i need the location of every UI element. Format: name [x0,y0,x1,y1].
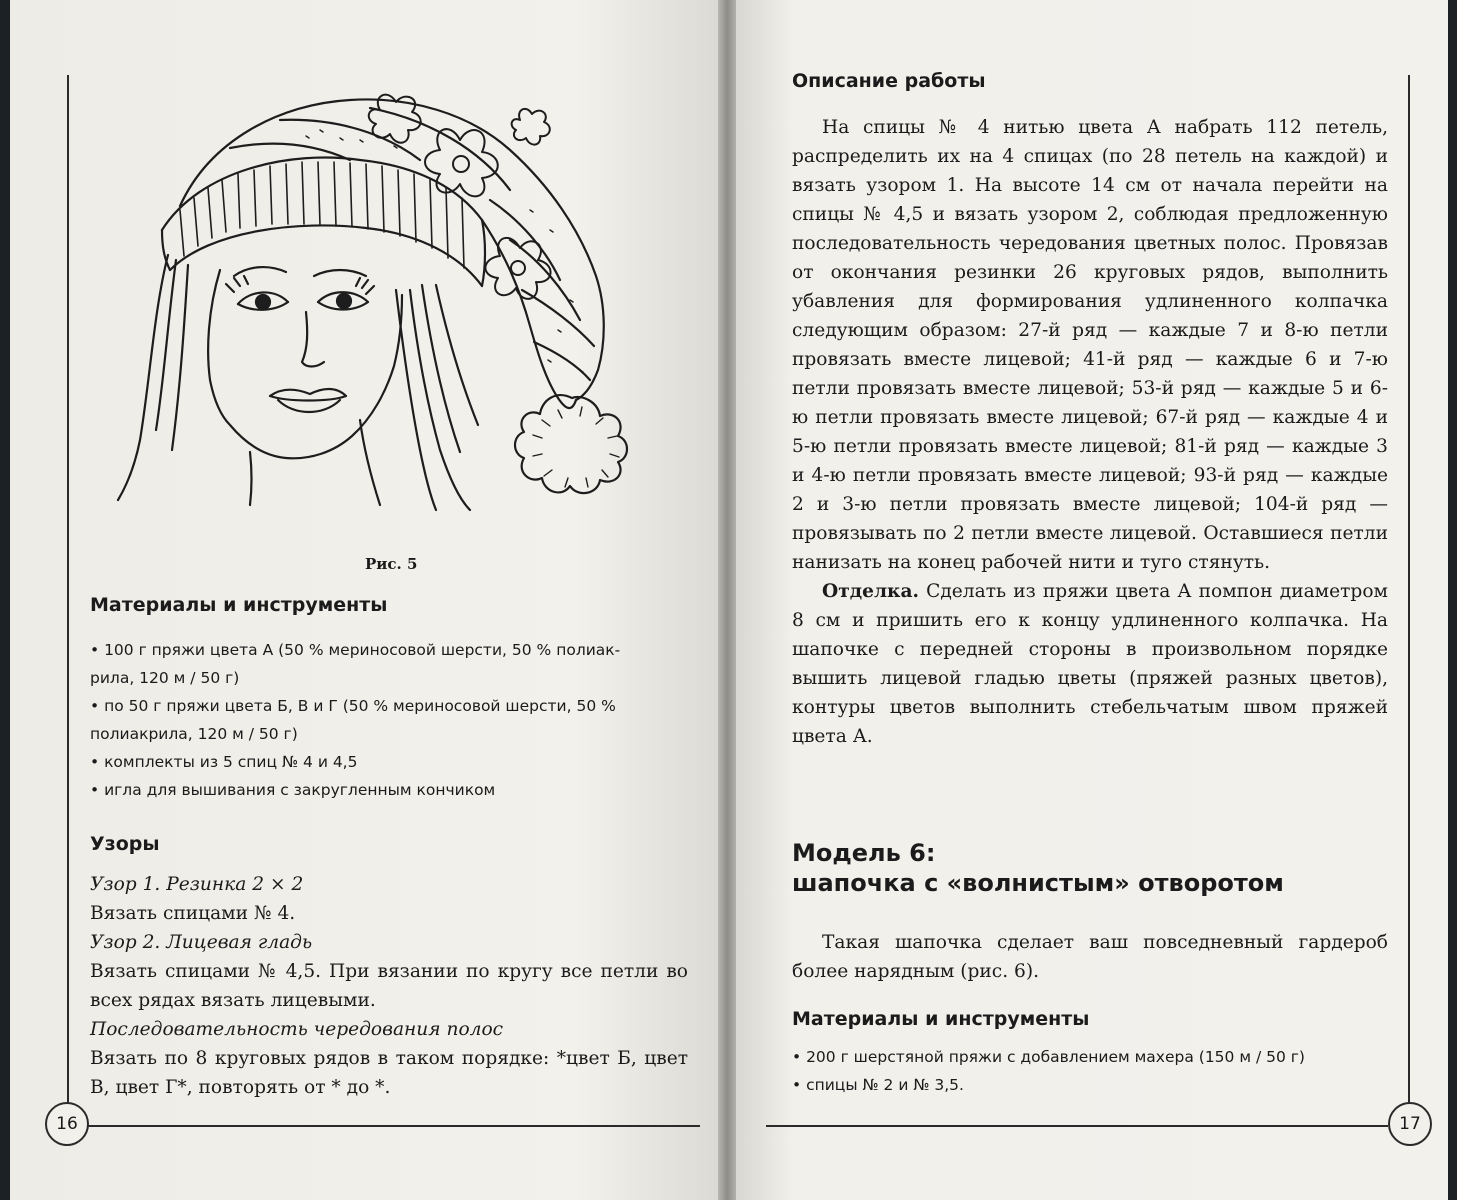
finishing-paragraph [792,577,1388,751]
patterns-section [90,870,688,1102]
model-title-line-2: шапочка с «волнистым» отворотом [792,869,1284,897]
list-item: рила, 120 м / 50 г) [90,669,240,687]
finishing-text: Сделать из пряжи цвета А помпон диаметром 8 см и пришить его к концу удлиненного колпачка. На шапочке с передней стороны в произвольном порядке вышить лицевой гладью цветы (пряжей разных цветов), контуры цветов выполнить стебельчатым швом пряжей цвета А. [792,581,1388,747]
left-footer-rule [82,1125,700,1127]
model-intro: Такая шапочка сделает ваш повседневный гардероб более нарядным (рис. 6). [792,932,1388,982]
list-item: • 200 г шерстяной пряжи с добавлением махера (150 м / 50 г) [792,1048,1305,1066]
left-margin-rule [67,75,69,1103]
list-item: • по 50 г пряжи цвета Б, В и Г (50 % мериносовой шерсти, 50 % [90,697,616,715]
list-item: полиакрила, 120 м / 50 г) [90,725,298,743]
model-intro-section [792,928,1388,986]
page-number: 17 [1388,1102,1432,1146]
right-page [736,0,1448,1200]
page-number: 16 [45,1102,89,1146]
materials-heading: Материалы и инструменты [792,1008,1090,1030]
sequence-text: Вязать по 8 круговых рядов в таком порядке: *цвет Б, цвет В, цвет Г*, повторять от * до *. [90,1048,688,1098]
pattern-1-title: Узор 1. Резинка 2 × 2 [90,874,304,895]
description-section [792,113,1388,751]
description-text: На спицы № 4 нитью цвета А набрать 112 петель, распределить их на 4 спицах (по 28 петель на каждой) и вязать узором 1. На высоте 14 см от начала перейти на спицы № 4,5 и вязать узором 2, соблюдая предложенную последовательность чередования цветных полос. Провязав от окончания резинки 26 круговых рядов, выполнить убавления для формирования удлиненного колпачка следующим образом: 27-й ряд — каждые 7 и 8-ю петли провязать вместе лицевой; 41-й ряд — каждые 6 и 7-ю петли провязать вместе лицевой; 53-й ряд — каждые 5 и 6-ю петли провязать вместе лицевой; 67-й ряд — каждые 4 и 5-ю петли провязать вместе лицевой; 81-й ряд — каждые 3 и 4-ю петли провязать вместе лицевой; 93-й ряд — каждые 2 и 3-ю петли провязать вместе лицевой; 104-й ряд — провязывать по 2 петли вместе лицевой. Оставшиеся петли нанизать на конец рабочей нити и туго стянуть. [792,117,1388,573]
left-page [10,0,718,1200]
list-item: • 100 г пряжи цвета А (50 % мериносовой шерсти, 50 % полиак- [90,641,621,659]
sequence-title: Последовательность чередования полос [90,1019,504,1040]
pattern-2-title: Узор 2. Лицевая гладь [90,932,313,953]
list-item: • спицы № 2 и № 3,5. [792,1076,964,1094]
pattern-2-text: Вязать спицами № 4,5. При вязании по кругу все петли во всех рядах вязать лицевыми. [90,961,688,1011]
patterns-heading: Узоры [90,833,160,855]
right-footer-rule [766,1125,1388,1127]
figure-caption: Рис. 5 [365,555,418,573]
book-gutter [718,0,736,1200]
pattern-1-text: Вязать спицами № 4. [90,903,296,924]
finishing-label: Отделка. [822,581,919,602]
list-item: • комплекты из 5 спиц № 4 и 4,5 [90,753,358,771]
hat-illustration [110,80,710,520]
materials-heading: Материалы и инструменты [90,594,388,616]
materials-list [792,1043,1392,1099]
model-title [792,838,1284,898]
right-margin-rule [1408,75,1410,1103]
description-heading: Описание работы [792,70,986,92]
model-title-line-1: Модель 6: [792,839,936,867]
list-item: • игла для вышивания с закругленным кончиком [90,781,496,799]
materials-list [90,636,690,804]
